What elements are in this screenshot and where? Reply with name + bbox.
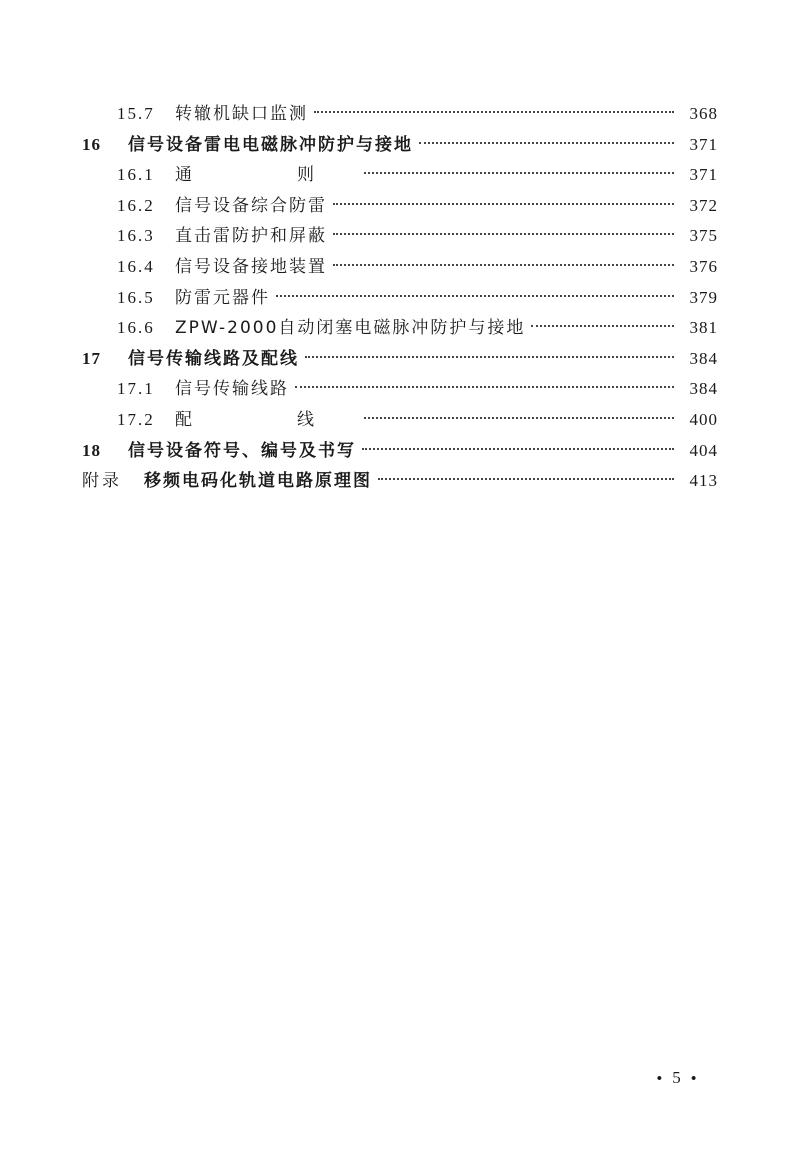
dot-leader — [333, 203, 674, 205]
toc-entry-number: 16.2 — [117, 195, 155, 215]
toc-chapter-16[interactable] — [82, 130, 718, 161]
toc-chapter-title: 信号设备符号、编号及书写 — [128, 440, 356, 461]
toc-chapter-title: 信号设备雷电电磁脉冲防护与接地 — [128, 134, 413, 155]
page-number: 5 — [672, 1068, 684, 1087]
toc-chapter-18[interactable] — [82, 436, 718, 467]
toc-entry-page: 404 — [689, 440, 718, 460]
toc-chapter-number: 17 — [82, 348, 101, 368]
toc-entry-page: 413 — [689, 471, 718, 491]
toc-entry-16-5[interactable] — [82, 283, 718, 314]
toc-entry-title: 信号传输线路 — [175, 379, 289, 400]
toc-entry-number: 17.2 — [117, 409, 155, 429]
toc-entry-number: 17.1 — [117, 379, 155, 399]
toc-entry-number: 16.4 — [117, 256, 155, 276]
dot-leader — [364, 417, 674, 419]
toc-entry-page: 375 — [689, 226, 718, 246]
dot-leader — [276, 295, 674, 297]
dot-leader — [364, 172, 674, 174]
dot-leader — [333, 264, 674, 266]
toc-entry-16-6[interactable] — [82, 313, 718, 344]
toc-entry-16-2[interactable] — [82, 191, 718, 222]
toc-entry-page: 371 — [689, 134, 718, 154]
toc-entry-16-1[interactable] — [82, 160, 718, 191]
toc-entry-number: 16.1 — [117, 165, 155, 185]
toc-chapter-number: 18 — [82, 440, 101, 460]
toc-appendix[interactable] — [82, 466, 718, 497]
toc-entry-number: 15.7 — [117, 104, 155, 123]
toc-entry-16-3[interactable] — [82, 221, 718, 252]
toc-entry-page: 379 — [689, 287, 718, 307]
toc-entry-page: 371 — [689, 165, 718, 185]
toc-chapter-title: 信号传输线路及配线 — [128, 348, 299, 369]
toc-entry-16-4[interactable] — [82, 252, 718, 283]
toc-entry-title: 转辙机缺口监测 — [175, 104, 308, 124]
page-number-footer — [648, 1068, 708, 1088]
toc-entry-page: 372 — [689, 195, 718, 215]
toc-entry-page: 368 — [689, 104, 718, 123]
toc-entry-title: ZPW-2000自动闭塞电磁脉冲防护与接地 — [175, 318, 526, 339]
toc-entry-title: 通 则 — [175, 165, 358, 186]
toc-entry-page: 400 — [689, 409, 718, 429]
dot-leader — [362, 448, 674, 450]
dot-leader — [314, 111, 674, 113]
dot-leader — [295, 386, 674, 388]
toc-entry-17-1[interactable] — [82, 374, 718, 405]
toc-entry-title: 防雷元器件 — [175, 287, 270, 308]
table-of-contents — [82, 99, 718, 497]
toc-entry-title: 信号设备综合防雷 — [175, 195, 327, 216]
toc-entry-page: 381 — [689, 318, 718, 338]
toc-entry-page: 384 — [689, 379, 718, 399]
dot-leader — [333, 233, 674, 235]
toc-entry-15-7[interactable] — [82, 99, 718, 130]
dot-leader — [378, 478, 674, 480]
toc-appendix-title: 移频电码化轨道电路原理图 — [144, 471, 372, 492]
toc-chapter-number: 16 — [82, 134, 101, 154]
dot-leader — [419, 142, 674, 144]
toc-entry-title: 信号设备接地装置 — [175, 256, 327, 277]
dot-leader — [305, 356, 674, 358]
toc-entry-number: 16.5 — [117, 287, 155, 307]
toc-appendix-label: 附录 — [82, 471, 122, 492]
toc-entry-17-2[interactable] — [82, 405, 718, 436]
bullet-right: • — [691, 1071, 700, 1087]
bullet-left: • — [656, 1071, 665, 1087]
toc-entry-number: 16.6 — [117, 318, 155, 338]
toc-chapter-17[interactable] — [82, 344, 718, 375]
toc-entry-page: 376 — [689, 256, 718, 276]
toc-entry-title: 配 线 — [175, 409, 358, 430]
toc-entry-page: 384 — [689, 348, 718, 368]
toc-entry-number: 16.3 — [117, 226, 155, 246]
dot-leader — [531, 325, 674, 327]
toc-entry-title: 直击雷防护和屏蔽 — [175, 226, 327, 247]
